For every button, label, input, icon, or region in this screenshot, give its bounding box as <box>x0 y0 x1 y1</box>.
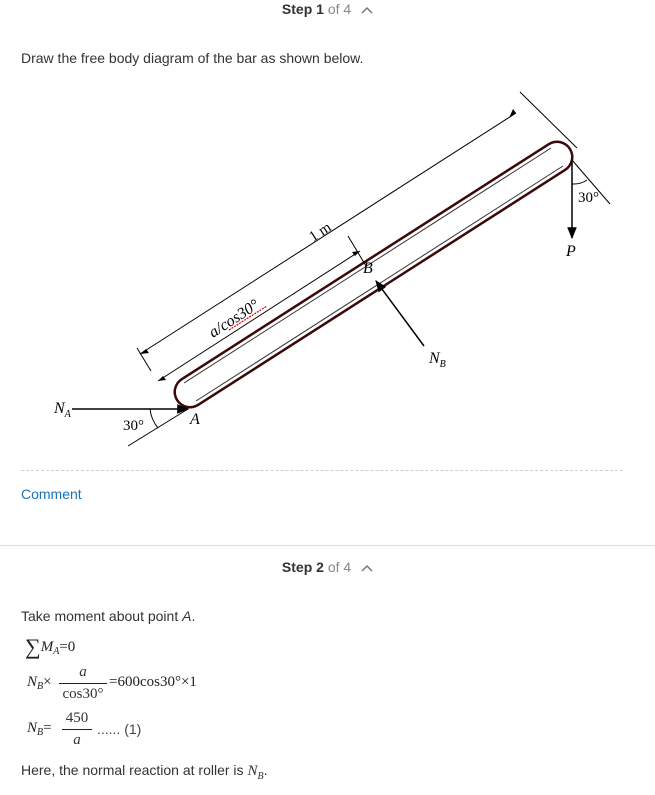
bar-centerline-2 <box>196 166 563 401</box>
comment-link[interactable]: Comment <box>21 486 82 502</box>
step-1-divider <box>21 470 623 471</box>
p-angle-arc <box>572 180 587 184</box>
ext-line-top <box>520 92 577 148</box>
point-b-label: B <box>363 260 373 277</box>
equation-moment-balance-lhs: $N_B\times$ <box>27 674 52 692</box>
free-body-diagram <box>0 70 655 465</box>
nb-label: $N_B$ <box>429 350 446 370</box>
point-a-label: A <box>190 411 200 428</box>
dim-arrow-1 <box>140 349 149 354</box>
fraction-a-over-cos30: a cos30° <box>59 664 107 703</box>
bar-fill <box>190 157 557 392</box>
step-2-label: Step 2 <box>281 559 324 575</box>
equation-sum-moments: $\sum M_A=0$ <box>25 634 76 659</box>
section-divider <box>0 545 655 546</box>
equation-tag: ...... (1) <box>97 721 142 737</box>
reaction-nb-arrow <box>376 281 424 346</box>
dim-arrow-2 <box>509 109 516 118</box>
angle-bottom-label: 30° <box>123 418 144 434</box>
length-label: 1 m <box>306 219 335 246</box>
fraction-450-over-a: 450 a <box>62 710 92 749</box>
step-1-header[interactable] <box>0 0 655 18</box>
moment-instruction: Take moment about point A. <box>21 608 196 624</box>
step-1-label: Step 1 <box>281 1 324 17</box>
step-2-of-count: of 4 <box>327 559 352 575</box>
na-label: $N_A$ <box>54 400 71 420</box>
force-p-label: P <box>566 243 576 260</box>
reaction-statement: Here, the normal reaction at roller is $N_B$. <box>21 762 268 782</box>
angle-top-label: 30° <box>578 190 599 206</box>
distance-label: a/cos30° <box>205 296 263 342</box>
step-1-of-count: of 4 <box>327 1 352 17</box>
intro-text: Draw the free body diagram of the bar as shown below. <box>21 50 364 66</box>
a-angle-arc <box>150 409 158 428</box>
step-2-header[interactable] <box>0 558 655 576</box>
equation-nb-lhs: $N_B=$ <box>27 720 52 738</box>
chevron-up-icon[interactable] <box>361 6 373 14</box>
chevron-up-icon[interactable] <box>361 564 373 572</box>
equation-moment-balance-rhs: =600cos30°×1 <box>109 674 197 690</box>
